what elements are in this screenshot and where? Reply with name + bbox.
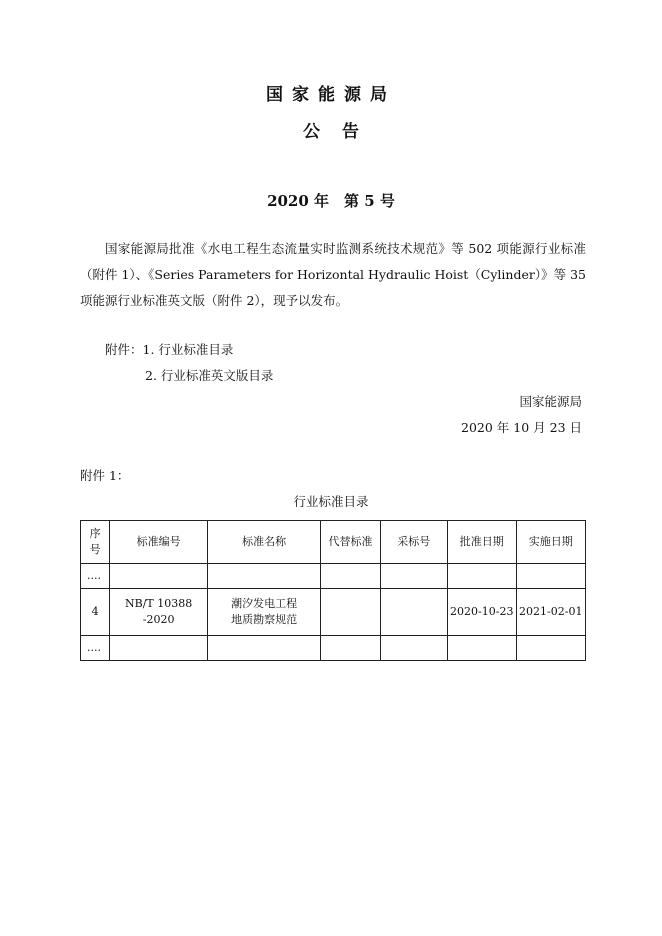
- header-replaces: 代替标准: [321, 521, 380, 564]
- header-std-name: 标准名称: [207, 521, 320, 564]
- cell-std-name: [207, 589, 320, 636]
- document-type-title: 公告: [303, 122, 381, 142]
- header-seq-line1: 序: [89, 527, 101, 540]
- empty-cell: [110, 636, 208, 661]
- signature-authority: 国家能源局: [519, 394, 582, 409]
- table-row-ellipsis: [81, 636, 586, 661]
- cell-replaces: [321, 589, 380, 636]
- empty-cell: [321, 636, 380, 661]
- header-seq-line2: 号: [89, 543, 101, 556]
- table-row-ellipsis: [81, 564, 586, 589]
- header-std-no: 标准编号: [110, 521, 208, 564]
- table-caption: 行业标准目录: [293, 494, 369, 509]
- announcement-body: 国家能源局批准《水电工程生态流量实时监测系统技术规范》等 502 项能源行业标准（附件 1）、《Series Parameters for Horizontal Hydraulic Hoist（Cylinder）》等 35 项能源行业标准英文版（附件 2），现予以发布。: [80, 241, 586, 308]
- empty-cell: [516, 636, 586, 661]
- table-row: [81, 589, 586, 636]
- header-effective: 实施日期: [516, 521, 586, 564]
- empty-cell: [110, 564, 208, 589]
- cell-approved: 2020-10-23: [447, 589, 516, 636]
- header-adopted: 采标号: [380, 521, 447, 564]
- header-seq: [81, 521, 110, 564]
- header-approved: 批准日期: [447, 521, 516, 564]
- signature-date: 2020 年 10 月 23 日: [461, 420, 582, 435]
- document-number: 2020 年 第 5 号: [267, 192, 395, 210]
- cell-seq: 4: [81, 589, 110, 636]
- attachment-item-1: 附件：1. 行业标准目录: [105, 342, 234, 357]
- attachment-item-2: 2. 行业标准英文版目录: [145, 368, 274, 383]
- empty-cell: [447, 636, 516, 661]
- standards-table: [80, 520, 586, 661]
- empty-cell: [207, 636, 320, 661]
- cell-effective: 2021-02-01: [516, 589, 586, 636]
- std-name-line1: 潮汐发电工程: [231, 597, 298, 610]
- empty-cell: [207, 564, 320, 589]
- empty-cell: [516, 564, 586, 589]
- ellipsis-cell: ....: [81, 636, 110, 661]
- ellipsis-cell: ....: [81, 564, 110, 589]
- std-name-line2: 地质勘察规范: [231, 613, 298, 626]
- empty-cell: [380, 564, 447, 589]
- cell-adopted: [380, 589, 447, 636]
- empty-cell: [380, 636, 447, 661]
- cell-std-no: NB/T 10388 -2020: [110, 589, 208, 636]
- issuing-authority-title: 国家能源局: [266, 85, 396, 105]
- empty-cell: [447, 564, 516, 589]
- table-header-row: [81, 521, 586, 564]
- appendix-label: 附件 1：: [80, 468, 130, 483]
- empty-cell: [321, 564, 380, 589]
